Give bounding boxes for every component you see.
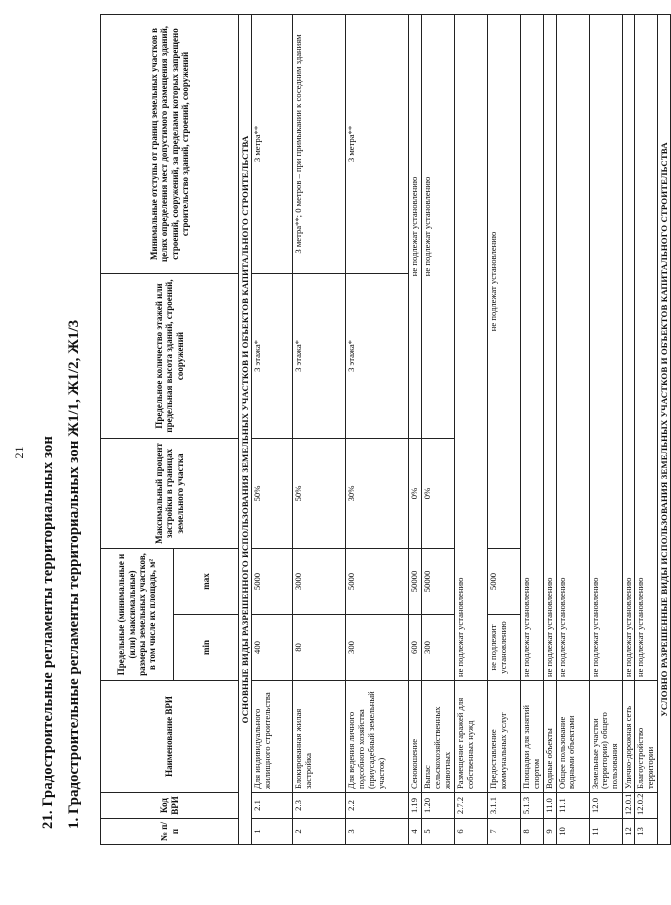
row-code: 12.0.1	[622, 793, 635, 819]
row-num: 8	[520, 819, 543, 845]
row-not-set: не подлежат установлению	[409, 14, 422, 438]
table-row	[543, 14, 556, 844]
row-num: 10	[556, 819, 589, 845]
header-build-pct: Максимальный процент застройки в границах земельного участка	[101, 438, 239, 548]
row-code: 12.0	[589, 793, 622, 819]
row-name: Для индивидуального жилищного строительства	[252, 681, 293, 793]
row-name: Площадки для занятий спортом	[520, 681, 543, 793]
row-num: 9	[543, 819, 556, 845]
row-pct: 0%	[421, 438, 454, 548]
row-code: 2.7.2	[454, 793, 487, 819]
table-row	[589, 14, 622, 844]
header-code: Код ВРИ	[101, 793, 239, 819]
row-num: 11	[589, 819, 622, 845]
row-not-set: не подлежат установлению	[487, 14, 520, 548]
row-min: не подлежит установлению	[487, 615, 520, 681]
table-row	[252, 14, 293, 844]
section-title: УСЛОВНО РАЗРЕШЕННЫЕ ВИДЫ ИСПОЛЬЗОВАНИЯ ЗЕМЕЛЬНЫХ УЧАСТКОВ И ОБЪЕКТОВ КАПИТАЛЬНОГО СТРОИТЕЛЬСТВА	[658, 14, 671, 844]
row-floors: 3 этажа*	[346, 273, 409, 438]
row-max: 3000	[293, 548, 346, 614]
table-row	[454, 14, 487, 844]
section-title: ОСНОВНЫЕ ВИДЫ РАЗРЕШЕННОГО ИСПОЛЬЗОВАНИЯ ЗЕМЕЛЬНЫХ УЧАСТКОВ И ОБЪЕКТОВ КАПИТАЛЬНОГО СТРОИТЕЛЬСТВА	[239, 14, 252, 844]
table-row	[409, 14, 422, 844]
row-max: 5000	[346, 548, 409, 614]
section-row-main	[239, 14, 252, 844]
row-num: 7	[487, 819, 520, 845]
row-name: Общее пользование водными объектами	[556, 681, 589, 793]
row-name: Благоустройство территории	[635, 681, 658, 793]
row-name: Блокированная жилая застройка	[293, 681, 346, 793]
regulations-table	[100, 14, 671, 845]
row-setback: 3 метра**	[346, 14, 409, 273]
row-min: 300	[421, 615, 454, 681]
section-heading: 21. Градостроительные регламенты территориальных зон	[40, 435, 56, 829]
row-pct: 50%	[293, 438, 346, 548]
row-name: Размещение гаражей для собственных нужд	[454, 681, 487, 793]
row-min: 80	[293, 615, 346, 681]
row-name: Улично-дорожная сеть	[622, 681, 635, 793]
row-not-set: не подлежат установлению	[421, 14, 454, 438]
table-row	[487, 14, 520, 844]
row-min: 600	[409, 615, 422, 681]
row-code: 1.20	[421, 793, 454, 819]
row-not-set: не подлежат установлению	[454, 14, 487, 680]
row-code: 2.2	[346, 793, 409, 819]
row-code: 11.1	[556, 793, 589, 819]
header-num: № п/п	[101, 819, 239, 845]
header-size: Предельные (минимальные и (или) максимальные) размеры земельных участков, в том числе их площадь, м²	[101, 548, 174, 680]
header-floors: Предельное количество этажей или предельная высота зданий, строений, сооружений	[101, 273, 239, 438]
row-code: 12.0.2	[635, 793, 658, 819]
row-pct: 30%	[346, 438, 409, 548]
row-code: 2.1	[252, 793, 293, 819]
subsection-heading: 1. Градостроительные регламенты территориальных зон Ж1/1, Ж1/2, Ж1/3	[66, 319, 82, 829]
table-row	[421, 14, 454, 844]
header-row	[101, 14, 174, 844]
row-not-set: не подлежат установлению	[589, 14, 622, 680]
header-setback: Минимальные отступы от границ земельных участков в целях определения мест допустимого размещения зданий, строений, сооружений, за пределами которых запрещено строительство зданий, строений, сооружений	[101, 14, 239, 273]
row-num: 13	[635, 819, 658, 845]
table-row	[622, 14, 635, 844]
row-pct: 0%	[409, 438, 422, 548]
row-code: 2.3	[293, 793, 346, 819]
row-name: Предоставление коммунальных услуг	[487, 681, 520, 793]
row-num: 3	[346, 819, 409, 845]
row-max: 5000	[252, 548, 293, 614]
row-num: 12	[622, 819, 635, 845]
row-name: Земельные участки (территории) общего пользования	[589, 681, 622, 793]
table-row	[556, 14, 589, 844]
row-setback: 3 метра**; 0 метров – при примыкании к соседним зданиям	[293, 14, 346, 273]
row-name: Для ведения личного подсобного хозяйства (приусадебный земельный участок)	[346, 681, 409, 793]
header-name: Наименование ВРИ	[101, 681, 239, 793]
table-row	[520, 14, 543, 844]
row-not-set: не подлежат установлению	[556, 14, 589, 680]
table-row	[635, 14, 658, 844]
row-not-set: не подлежат установлению	[622, 14, 635, 680]
row-num: 5	[421, 819, 454, 845]
row-code: 1.19	[409, 793, 422, 819]
row-min: 400	[252, 615, 293, 681]
row-min: 300	[346, 615, 409, 681]
row-not-set: не подлежат установлению	[520, 14, 543, 680]
row-max: 5000	[487, 548, 520, 614]
row-floors: 3 этажа*	[293, 273, 346, 438]
page-number: 21	[12, 446, 26, 459]
section-row-conditional	[658, 14, 671, 844]
row-not-set: не подлежат установлению	[543, 14, 556, 680]
row-not-set: не подлежат установлению	[635, 14, 658, 680]
row-setback: 3 метра**	[252, 14, 293, 273]
row-num: 6	[454, 819, 487, 845]
row-num: 2	[293, 819, 346, 845]
table-row	[293, 14, 346, 844]
row-num: 4	[409, 819, 422, 845]
row-floors: 3 этажа*	[252, 273, 293, 438]
row-pct: 50%	[252, 438, 293, 548]
header-min: min	[174, 615, 239, 681]
row-name: Водные объекты	[543, 681, 556, 793]
row-code: 3.1.1	[487, 793, 520, 819]
header-max: max	[174, 548, 239, 614]
row-code: 5.1.3	[520, 793, 543, 819]
row-max: 50000	[409, 548, 422, 614]
table-row	[346, 14, 409, 844]
row-max: 50000	[421, 548, 454, 614]
row-num: 1	[252, 819, 293, 845]
row-name: Сенокошение	[409, 681, 422, 793]
row-name: Выпас сельскохозяйственных животных	[421, 681, 454, 793]
row-code: 11.0	[543, 793, 556, 819]
